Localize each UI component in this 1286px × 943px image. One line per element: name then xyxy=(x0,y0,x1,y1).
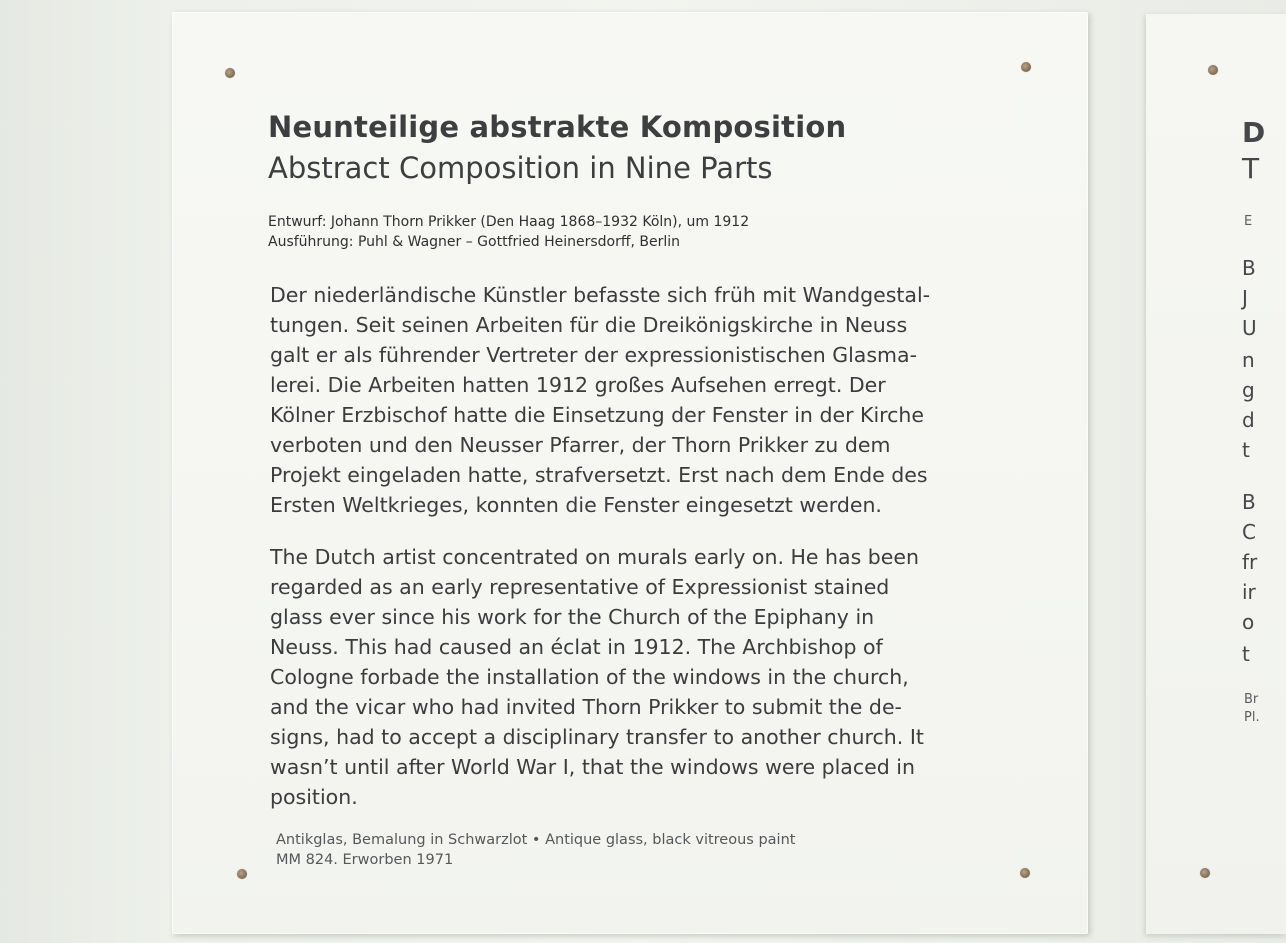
text-line: Ersten Weltkrieges, konnten die Fenster eingesetzt werden. xyxy=(270,493,882,517)
adjacent-fragment: U xyxy=(1242,316,1257,340)
text-line: Projekt eingeladen hatte, strafversetzt. Erst nach dem Ende des xyxy=(270,463,928,487)
adjacent-screw-top xyxy=(1208,65,1218,75)
mounting-screw-top-right xyxy=(1021,62,1031,72)
adjacent-fragment: d xyxy=(1242,408,1255,432)
adjacent-fragment: B xyxy=(1242,490,1256,514)
text-line: verboten und den Neusser Pfarrer, der Thorn Prikker zu dem xyxy=(270,433,891,457)
adjacent-fragment: t xyxy=(1242,642,1250,666)
mounting-screw-bottom-right xyxy=(1020,868,1030,878)
adjacent-screw-bottom xyxy=(1200,868,1210,878)
adjacent-fragment: C xyxy=(1242,520,1256,544)
text-line: Der niederländische Künstler befasste sich früh mit Wandgestal- xyxy=(270,283,931,307)
adjacent-label-panel xyxy=(1146,14,1286,934)
text-line: Kölner Erzbischof hatte die Einsetzung der Fenster in der Kirche xyxy=(270,403,925,427)
adjacent-fragment: B xyxy=(1242,256,1256,280)
description-english xyxy=(270,542,970,812)
text-line: lerei. Die Arbeiten hatten 1912 großes Aufsehen erregt. Der xyxy=(270,373,886,397)
inventory-note: MM 824. Erworben 1971 xyxy=(276,852,454,868)
text-line: Neuss. This had caused an éclat in 1912. The Archbishop of xyxy=(270,635,883,659)
adjacent-fragment: fr xyxy=(1242,550,1258,574)
text-line: wasn’t until after World War I, that the windows were placed in xyxy=(270,755,915,779)
adjacent-fragment: Pl. xyxy=(1244,710,1260,725)
text-line: tungen. Seit seinen Arbeiten für die Dreikönigskirche in Neuss xyxy=(270,313,908,337)
adjacent-fragment: D xyxy=(1242,116,1266,149)
adjacent-fragment: J xyxy=(1242,286,1248,310)
text-line: signs, had to accept a disciplinary transfer to another church. It xyxy=(270,725,924,749)
adjacent-fragment: E xyxy=(1244,214,1253,229)
text-line: Cologne forbade the installation of the windows in the church, xyxy=(270,665,909,689)
adjacent-fragment: T xyxy=(1242,152,1260,185)
mounting-screw-top-left xyxy=(225,68,235,78)
text-line: glass ever since his work for the Church of the Epiphany in xyxy=(270,605,875,629)
description-german xyxy=(270,280,970,520)
text-line: regarded as an early representative of Expressionist stained xyxy=(270,575,890,599)
text-line: galt er als führender Vertreter der expressionistischen Glasma- xyxy=(270,343,917,367)
text-line: position. xyxy=(270,785,358,809)
wall-background xyxy=(0,0,172,943)
adjacent-fragment: o xyxy=(1242,610,1255,634)
title-english: Abstract Composition in Nine Parts xyxy=(268,151,773,185)
adjacent-fragment: t xyxy=(1242,438,1250,462)
credit-design: Entwurf: Johann Thorn Prikker (Den Haag 1868–1932 Köln), um 1912 xyxy=(268,214,750,230)
adjacent-fragment: ir xyxy=(1242,580,1256,604)
title-german: Neunteilige abstrakte Komposition xyxy=(268,110,847,144)
adjacent-fragment: Br xyxy=(1244,692,1259,707)
text-line: and the vicar who had invited Thorn Prikker to submit the de- xyxy=(270,695,902,719)
credit-execution: Ausführung: Puhl & Wagner – Gottfried Heinersdorff, Berlin xyxy=(268,234,681,250)
mounting-screw-bottom-left xyxy=(237,869,247,879)
text-line: The Dutch artist concentrated on murals early on. He has been xyxy=(270,545,920,569)
material-note: Antikglas, Bemalung in Schwarzlot • Antique glass, black vitreous paint xyxy=(276,832,796,848)
adjacent-fragment: g xyxy=(1242,378,1255,402)
adjacent-fragment: n xyxy=(1242,348,1255,372)
